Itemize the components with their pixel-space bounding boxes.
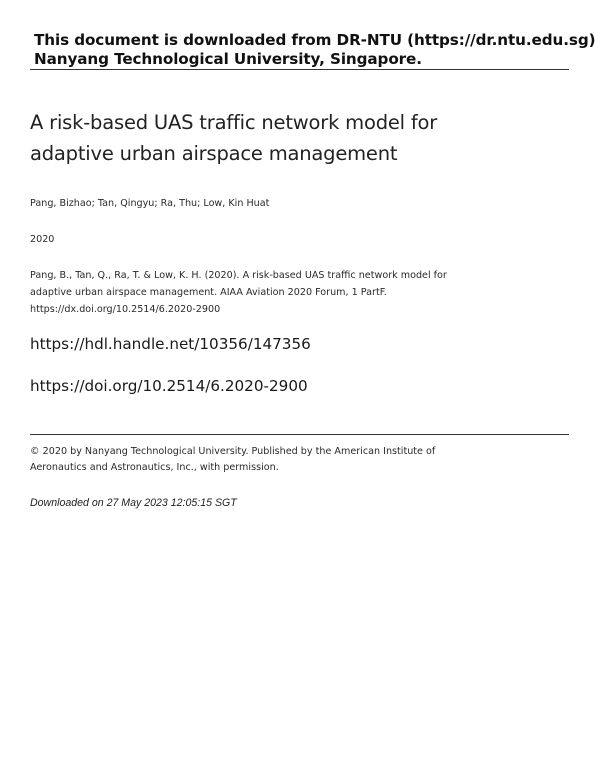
institution-header-line: Nanyang Technological University, Singapore. — [34, 50, 422, 68]
handle-link[interactable]: https://hdl.handle.net/10356/147356 — [30, 335, 311, 353]
copyright-line-1: © 2020 by Nanyang Technological University. Published by the American Institute of — [30, 446, 436, 457]
download-timestamp: Downloaded on 27 May 2023 12:05:15 SGT — [30, 497, 237, 509]
citation-line-1: Pang, B., Tan, Q., Ra, T. & Low, K. H. (2020). A risk-based UAS traffic network model for — [30, 270, 447, 281]
document-title-line-2: adaptive urban airspace management — [30, 142, 398, 165]
repository-header-line: This document is downloaded from DR-NTU (https://dr.ntu.edu.sg) — [34, 31, 596, 49]
header-divider — [30, 69, 569, 70]
citation-line-2: adaptive urban airspace management. AIAA Aviation 2020 Forum, 1 PartF. — [30, 287, 387, 298]
document-title-line-1: A risk-based UAS traffic network model for — [30, 111, 438, 134]
copyright-line-2: Aeronautics and Astronautics, Inc., with permission. — [30, 462, 279, 473]
authors: Pang, Bizhao; Tan, Qingyu; Ra, Thu; Low, Kin Huat — [30, 198, 270, 209]
publication-year: 2020 — [30, 234, 55, 245]
doi-link[interactable]: https://doi.org/10.2514/6.2020-2900 — [30, 377, 308, 395]
citation-doi-link[interactable]: https://dx.doi.org/10.2514/6.2020-2900 — [30, 304, 221, 315]
copyright-divider — [30, 434, 569, 435]
